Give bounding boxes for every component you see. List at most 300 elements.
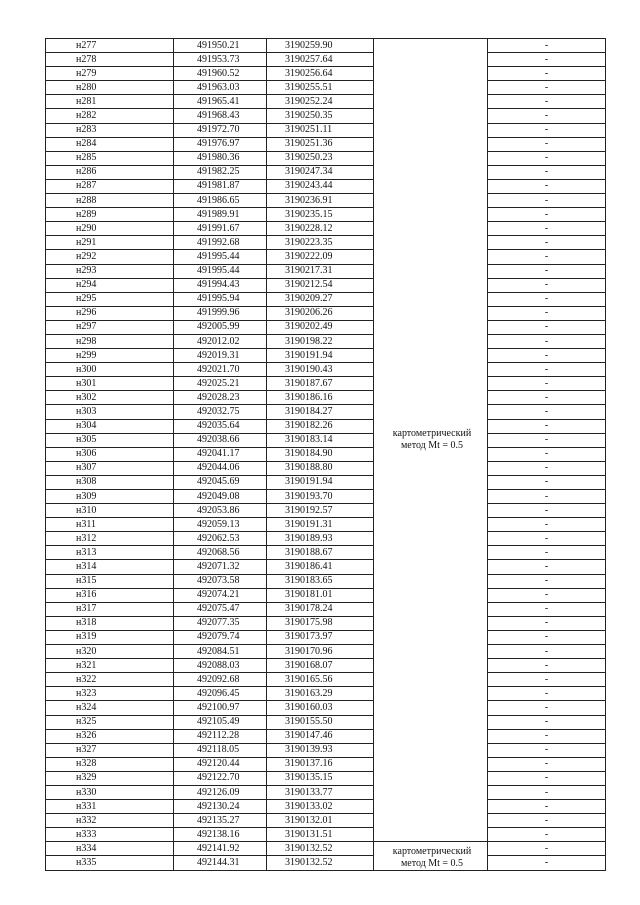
y-coordinate-cell: 3190135.15 [267,771,374,785]
y-coordinate-cell: 3190222.09 [267,250,374,264]
point-name-cell: н309 [46,490,174,504]
table-row [46,645,606,659]
point-name-cell: н323 [46,687,174,701]
point-name-cell: н291 [46,236,174,250]
dash-cell: - [488,687,606,701]
y-coordinate-cell: 3190209.27 [267,292,374,306]
dash-cell: - [488,856,606,870]
y-coordinate-cell: 3190173.97 [267,630,374,644]
method-label-line2: метод Mt = 0.5 [400,440,464,452]
x-coordinate-cell: 491995.44 [174,264,267,278]
point-name-cell: н301 [46,377,174,391]
dash-cell: - [488,673,606,687]
dash-cell: - [488,250,606,264]
point-name-cell: н321 [46,659,174,673]
point-name-cell: н287 [46,179,174,193]
y-coordinate-cell: 3190198.22 [267,334,374,348]
y-coordinate-cell: 3190175.98 [267,616,374,630]
y-coordinate-cell: 3190160.03 [267,701,374,715]
y-coordinate-cell: 3190181.01 [267,588,374,602]
point-name-cell: н312 [46,532,174,546]
x-coordinate-cell: 492025.21 [174,377,267,391]
dash-cell: - [488,743,606,757]
x-coordinate-cell: 491995.94 [174,292,267,306]
dash-cell: - [488,391,606,405]
dash-cell: - [488,729,606,743]
dash-cell: - [488,137,606,151]
x-coordinate-cell: 491991.67 [174,222,267,236]
x-coordinate-cell: 491999.96 [174,306,267,320]
x-coordinate-cell: 492144.31 [174,856,267,870]
x-coordinate-cell: 492130.24 [174,800,267,814]
x-coordinate-cell: 491992.68 [174,236,267,250]
x-coordinate-cell: 492038.66 [174,433,267,447]
x-coordinate-cell: 492088.03 [174,659,267,673]
y-coordinate-cell: 3190188.80 [267,461,374,475]
table-row [46,518,606,532]
point-name-cell: н292 [46,250,174,264]
point-name-cell: н295 [46,292,174,306]
table-row [46,194,606,208]
point-name-cell: н329 [46,771,174,785]
table-row [46,602,606,616]
x-coordinate-cell: 492105.49 [174,715,267,729]
dash-cell: - [488,405,606,419]
x-coordinate-cell: 492112.28 [174,729,267,743]
point-name-cell: н305 [46,433,174,447]
point-name-cell: н283 [46,123,174,137]
y-coordinate-cell: 3190217.31 [267,264,374,278]
y-coordinate-cell: 3190190.43 [267,363,374,377]
table-row [46,461,606,475]
table-row [46,179,606,193]
table-row [46,574,606,588]
point-name-cell: н335 [46,856,174,870]
x-coordinate-cell: 492077.35 [174,616,267,630]
dash-cell: - [488,602,606,616]
table-row [46,95,606,109]
dash-cell: - [488,447,606,461]
dash-cell: - [488,95,606,109]
y-coordinate-cell: 3190170.96 [267,645,374,659]
table-row [46,729,606,743]
point-name-cell: н334 [46,842,174,856]
point-name-cell: н308 [46,475,174,489]
x-coordinate-cell: 492012.02 [174,334,267,348]
x-coordinate-cell: 491980.36 [174,151,267,165]
y-coordinate-cell: 3190139.93 [267,743,374,757]
dash-cell: - [488,320,606,334]
table-row [46,320,606,334]
x-coordinate-cell: 492062.53 [174,532,267,546]
point-name-cell: н290 [46,222,174,236]
dash-cell: - [488,419,606,433]
table-row [46,39,606,53]
point-name-cell: н314 [46,560,174,574]
point-name-cell: н322 [46,673,174,687]
y-coordinate-cell: 3190257.64 [267,53,374,67]
point-name-cell: н319 [46,630,174,644]
x-coordinate-cell: 491960.52 [174,67,267,81]
y-coordinate-cell: 3190243.44 [267,179,374,193]
table-row [46,81,606,95]
point-name-cell: н302 [46,391,174,405]
x-coordinate-cell: 492096.45 [174,687,267,701]
point-name-cell: н318 [46,616,174,630]
dash-cell: - [488,461,606,475]
point-name-cell: н320 [46,645,174,659]
coordinates-table-body [46,39,606,871]
x-coordinate-cell: 492120.44 [174,757,267,771]
y-coordinate-cell: 3190235.15 [267,208,374,222]
dash-cell: - [488,630,606,644]
y-coordinate-cell: 3190163.29 [267,687,374,701]
dash-cell: - [488,433,606,447]
table-row [46,687,606,701]
dash-cell: - [488,334,606,348]
dash-cell: - [488,236,606,250]
dash-cell: - [488,560,606,574]
x-coordinate-cell: 491981.87 [174,179,267,193]
dash-cell: - [488,588,606,602]
point-name-cell: н316 [46,588,174,602]
point-name-cell: н327 [46,743,174,757]
table-row [46,208,606,222]
x-coordinate-cell: 491982.25 [174,165,267,179]
point-name-cell: н299 [46,349,174,363]
table-row [46,123,606,137]
x-coordinate-cell: 492118.05 [174,743,267,757]
table-row [46,53,606,67]
x-coordinate-cell: 492049.08 [174,490,267,504]
y-coordinate-cell: 3190188.67 [267,546,374,560]
dash-cell: - [488,574,606,588]
x-coordinate-cell: 492079.74 [174,630,267,644]
table-row [46,419,606,433]
y-coordinate-cell: 3190191.31 [267,518,374,532]
x-coordinate-cell: 491963.03 [174,81,267,95]
dash-cell: - [488,490,606,504]
point-name-cell: н279 [46,67,174,81]
dash-cell: - [488,278,606,292]
table-row [46,377,606,391]
x-coordinate-cell: 492075.47 [174,602,267,616]
x-coordinate-cell: 491989.91 [174,208,267,222]
table-row [46,433,606,447]
point-name-cell: н300 [46,363,174,377]
y-coordinate-cell: 3190184.27 [267,405,374,419]
y-coordinate-cell: 3190137.16 [267,757,374,771]
x-coordinate-cell: 492141.92 [174,842,267,856]
x-coordinate-cell: 492071.32 [174,560,267,574]
table-row [46,264,606,278]
dash-cell: - [488,645,606,659]
table-row [46,532,606,546]
dash-cell: - [488,292,606,306]
table-row [46,588,606,602]
x-coordinate-cell: 492073.58 [174,574,267,588]
point-name-cell: н294 [46,278,174,292]
y-coordinate-cell: 3190212.54 [267,278,374,292]
coordinates-table [45,38,606,871]
x-coordinate-cell: 492028.23 [174,391,267,405]
point-name-cell: н297 [46,320,174,334]
y-coordinate-cell: 3190189.93 [267,532,374,546]
table-row [46,165,606,179]
dash-cell: - [488,504,606,518]
y-coordinate-cell: 3190251.11 [267,123,374,137]
dash-cell: - [488,208,606,222]
point-name-cell: н284 [46,137,174,151]
y-coordinate-cell: 3190168.07 [267,659,374,673]
dash-cell: - [488,701,606,715]
y-coordinate-cell: 3190206.26 [267,306,374,320]
x-coordinate-cell: 491976.97 [174,137,267,151]
dash-cell: - [488,109,606,123]
y-coordinate-cell: 3190186.41 [267,560,374,574]
table-row [46,222,606,236]
dash-cell: - [488,67,606,81]
x-coordinate-cell: 492092.68 [174,673,267,687]
point-name-cell: н330 [46,785,174,799]
table-row [46,546,606,560]
table-row [46,673,606,687]
y-coordinate-cell: 3190165.56 [267,673,374,687]
dash-cell: - [488,828,606,842]
table-row [46,405,606,419]
table-row [46,67,606,81]
point-name-cell: н289 [46,208,174,222]
y-coordinate-cell: 3190133.02 [267,800,374,814]
y-coordinate-cell: 3190250.23 [267,151,374,165]
point-name-cell: н306 [46,447,174,461]
dash-cell: - [488,771,606,785]
x-coordinate-cell: 491968.43 [174,109,267,123]
dash-cell: - [488,616,606,630]
table-row [46,363,606,377]
dash-cell: - [488,151,606,165]
table-row [46,292,606,306]
point-name-cell: н317 [46,602,174,616]
table-row [46,701,606,715]
dash-cell: - [488,81,606,95]
x-coordinate-cell: 492122.70 [174,771,267,785]
x-coordinate-cell: 491950.21 [174,39,267,53]
dash-cell: - [488,475,606,489]
y-coordinate-cell: 3190223.35 [267,236,374,250]
x-coordinate-cell: 492035.64 [174,419,267,433]
x-coordinate-cell: 492138.16 [174,828,267,842]
x-coordinate-cell: 492126.09 [174,785,267,799]
x-coordinate-cell: 492068.56 [174,546,267,560]
y-coordinate-cell: 3190236.91 [267,194,374,208]
dash-cell: - [488,532,606,546]
dash-cell: - [488,306,606,320]
dash-cell: - [488,546,606,560]
table-row [46,504,606,518]
y-coordinate-cell: 3190178.24 [267,602,374,616]
table-row [46,743,606,757]
y-coordinate-cell: 3190133.77 [267,785,374,799]
y-coordinate-cell: 3190252.24 [267,95,374,109]
y-coordinate-cell: 3190131.51 [267,828,374,842]
point-name-cell: н313 [46,546,174,560]
y-coordinate-cell: 3190193.70 [267,490,374,504]
point-name-cell: н307 [46,461,174,475]
dash-cell: - [488,757,606,771]
y-coordinate-cell: 3190256.64 [267,67,374,81]
dash-cell: - [488,814,606,828]
dash-cell: - [488,659,606,673]
point-name-cell: н324 [46,701,174,715]
y-coordinate-cell: 3190202.49 [267,320,374,334]
table-row [46,560,606,574]
method-cell [374,842,488,870]
dash-cell: - [488,363,606,377]
dash-cell: - [488,123,606,137]
point-name-cell: н278 [46,53,174,67]
dash-cell: - [488,53,606,67]
point-name-cell: н281 [46,95,174,109]
x-coordinate-cell: 491965.41 [174,95,267,109]
dash-cell: - [488,785,606,799]
x-coordinate-cell: 492045.69 [174,475,267,489]
x-coordinate-cell: 491995.44 [174,250,267,264]
x-coordinate-cell: 491972.70 [174,123,267,137]
table-row [46,842,606,856]
y-coordinate-cell: 3190255.51 [267,81,374,95]
table-row [46,828,606,842]
table-row [46,137,606,151]
y-coordinate-cell: 3190184.90 [267,447,374,461]
point-name-cell: н280 [46,81,174,95]
y-coordinate-cell: 3190259.90 [267,39,374,53]
dash-cell: - [488,194,606,208]
dash-cell: - [488,39,606,53]
table-row [46,757,606,771]
table-row [46,447,606,461]
table-row [46,856,606,870]
point-name-cell: н325 [46,715,174,729]
table-row [46,236,606,250]
point-name-cell: н331 [46,800,174,814]
table-row [46,306,606,320]
dash-cell: - [488,179,606,193]
table-row [46,151,606,165]
table-row [46,490,606,504]
y-coordinate-cell: 3190191.94 [267,349,374,363]
point-name-cell: н303 [46,405,174,419]
x-coordinate-cell: 492059.13 [174,518,267,532]
x-coordinate-cell: 492084.51 [174,645,267,659]
y-coordinate-cell: 3190147.46 [267,729,374,743]
table-row [46,659,606,673]
point-name-cell: н315 [46,574,174,588]
table-row [46,785,606,799]
dash-cell: - [488,518,606,532]
table-row [46,715,606,729]
table-row [46,250,606,264]
method-label-line2: метод Mt = 0.5 [400,857,464,869]
table-row [46,771,606,785]
table-row [46,630,606,644]
x-coordinate-cell: 492032.75 [174,405,267,419]
y-coordinate-cell: 3190186.16 [267,391,374,405]
point-name-cell: н296 [46,306,174,320]
x-coordinate-cell: 492005.99 [174,320,267,334]
table-row [46,334,606,348]
y-coordinate-cell: 3190132.52 [267,842,374,856]
table-row [46,616,606,630]
table-row [46,278,606,292]
x-coordinate-cell: 492074.21 [174,588,267,602]
x-coordinate-cell: 491986.65 [174,194,267,208]
point-name-cell: н286 [46,165,174,179]
x-coordinate-cell: 491994.43 [174,278,267,292]
y-coordinate-cell: 3190132.01 [267,814,374,828]
y-coordinate-cell: 3190183.65 [267,574,374,588]
point-name-cell: н298 [46,334,174,348]
method-label-line1: картометрический [392,845,472,857]
point-name-cell: н328 [46,757,174,771]
x-coordinate-cell: 491953.73 [174,53,267,67]
point-name-cell: н277 [46,39,174,53]
x-coordinate-cell: 492135.27 [174,814,267,828]
y-coordinate-cell: 3190132.52 [267,856,374,870]
point-name-cell: н333 [46,828,174,842]
point-name-cell: н310 [46,504,174,518]
dash-cell: - [488,715,606,729]
y-coordinate-cell: 3190187.67 [267,377,374,391]
y-coordinate-cell: 3190183.14 [267,433,374,447]
y-coordinate-cell: 3190247.34 [267,165,374,179]
x-coordinate-cell: 492041.17 [174,447,267,461]
point-name-cell: н332 [46,814,174,828]
point-name-cell: н304 [46,419,174,433]
dash-cell: - [488,349,606,363]
dash-cell: - [488,800,606,814]
table-row [46,391,606,405]
x-coordinate-cell: 492021.70 [174,363,267,377]
table-row [46,109,606,123]
y-coordinate-cell: 3190228.12 [267,222,374,236]
table-row [46,475,606,489]
point-name-cell: н285 [46,151,174,165]
dash-cell: - [488,165,606,179]
x-coordinate-cell: 492100.97 [174,701,267,715]
point-name-cell: н282 [46,109,174,123]
y-coordinate-cell: 3190192.57 [267,504,374,518]
point-name-cell: н311 [46,518,174,532]
point-name-cell: н326 [46,729,174,743]
table-row [46,814,606,828]
y-coordinate-cell: 3190182.26 [267,419,374,433]
y-coordinate-cell: 3190250.35 [267,109,374,123]
dash-cell: - [488,264,606,278]
dash-cell: - [488,842,606,856]
x-coordinate-cell: 492044.06 [174,461,267,475]
x-coordinate-cell: 492019.31 [174,349,267,363]
point-name-cell: н293 [46,264,174,278]
method-label-line1: картометрический [392,428,472,440]
table-row [46,800,606,814]
point-name-cell: н288 [46,194,174,208]
x-coordinate-cell: 492053.86 [174,504,267,518]
y-coordinate-cell: 3190155.50 [267,715,374,729]
dash-cell: - [488,222,606,236]
y-coordinate-cell: 3190251.36 [267,137,374,151]
y-coordinate-cell: 3190191.94 [267,475,374,489]
